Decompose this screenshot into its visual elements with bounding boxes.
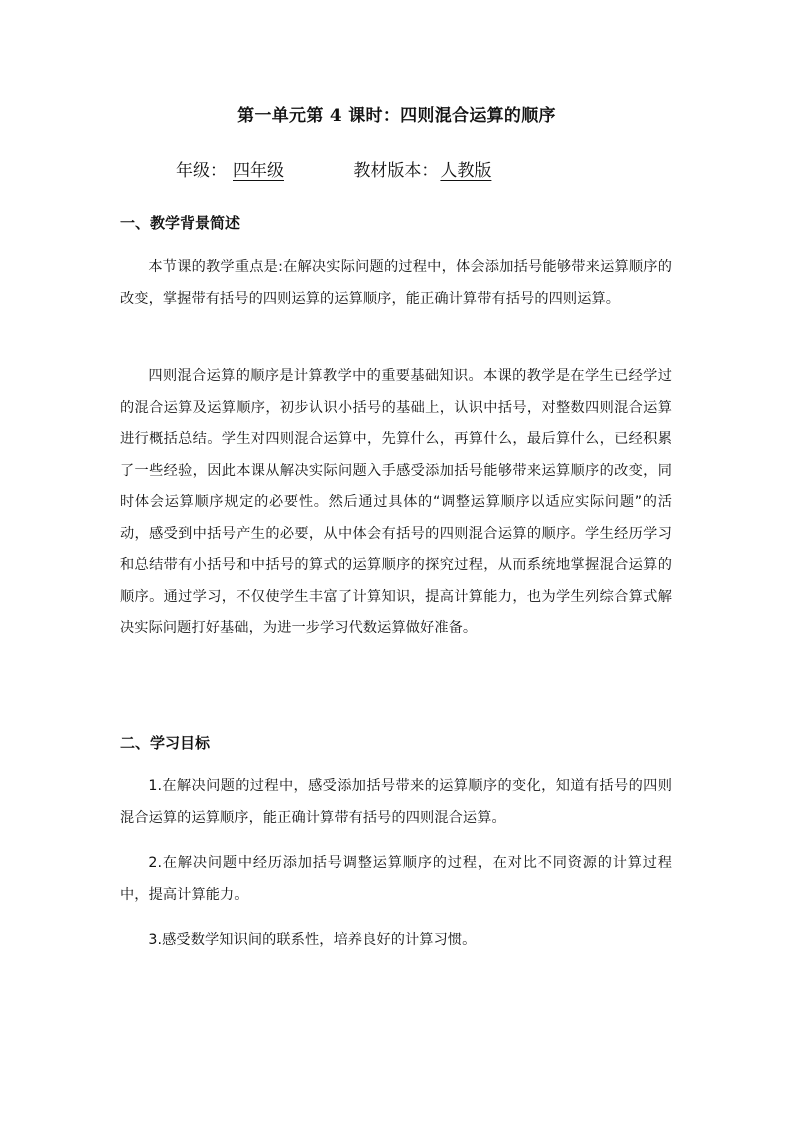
textbook-field [353,158,493,184]
document-meta [176,158,493,184]
textbook-label: 教材版本： [353,161,439,181]
grade-field [176,158,290,184]
objective-item-3: 3.感受数学知识间的联系性，培养良好的计算习惯。 [148,932,477,948]
objective-item-2: 2.在解决问题中经历添加括号调整运算顺序的过程，在对比不同资源的计算过程中，提高计算能力。 [120,855,672,903]
paragraph-background-2: 四则混合运算的顺序是计算教学中的重要基础知识。本课的教学是在学生已经学过的混合运算及运算顺序，初步认识小括号的基础上，认识中括号，对整数四则混合运算进行概括总结。学生对四则混合运算中，先算什么，再算什么，最后算什么，已经积累了一些经验，因此本课从解决实际问题入手感受添加括号能够带来运算顺序的改变，同时体会运算顺序规定的必要性。然后通过具体的“调整运算顺序以适应实际问题”的活动，感受到中括号产生的必要，从中体会有括号的四则混合运算的顺序。学生经历学习和总结带有小括号和中括号的算式的运算顺序的探究过程，从而系统地掌握混合运算的顺序。通过学习，不仅使学生丰富了计算知识，提高计算能力，也为学生列综合算式解决实际问题打好基础，为进一步学习代数运算做好准备。 [120,368,672,636]
textbook-value: 人教版 [440,161,492,181]
section-heading-objectives: 二、学习目标 [120,734,211,752]
document-title: 第一单元第 4 课时：四则混合运算的顺序 [237,106,556,126]
objective-item-1: 1.在解决问题的过程中，感受添加括号带来的运算顺序的变化，知道有括号的四则混合运算的运算顺序，能正确计算带有括号的四则混合运算。 [120,778,672,826]
grade-value: 四年级 [233,161,284,181]
section-heading-background: 一、教学背景简述 [120,214,241,232]
grade-label: 年级： [176,161,227,181]
paragraph-background-1: 本节课的教学重点是:在解决实际问题的过程中，体会添加括号能够带来运算顺序的改变，掌握带有括号的四则运算的运算顺序，能正确计算带有括号的四则运算。 [120,259,672,307]
